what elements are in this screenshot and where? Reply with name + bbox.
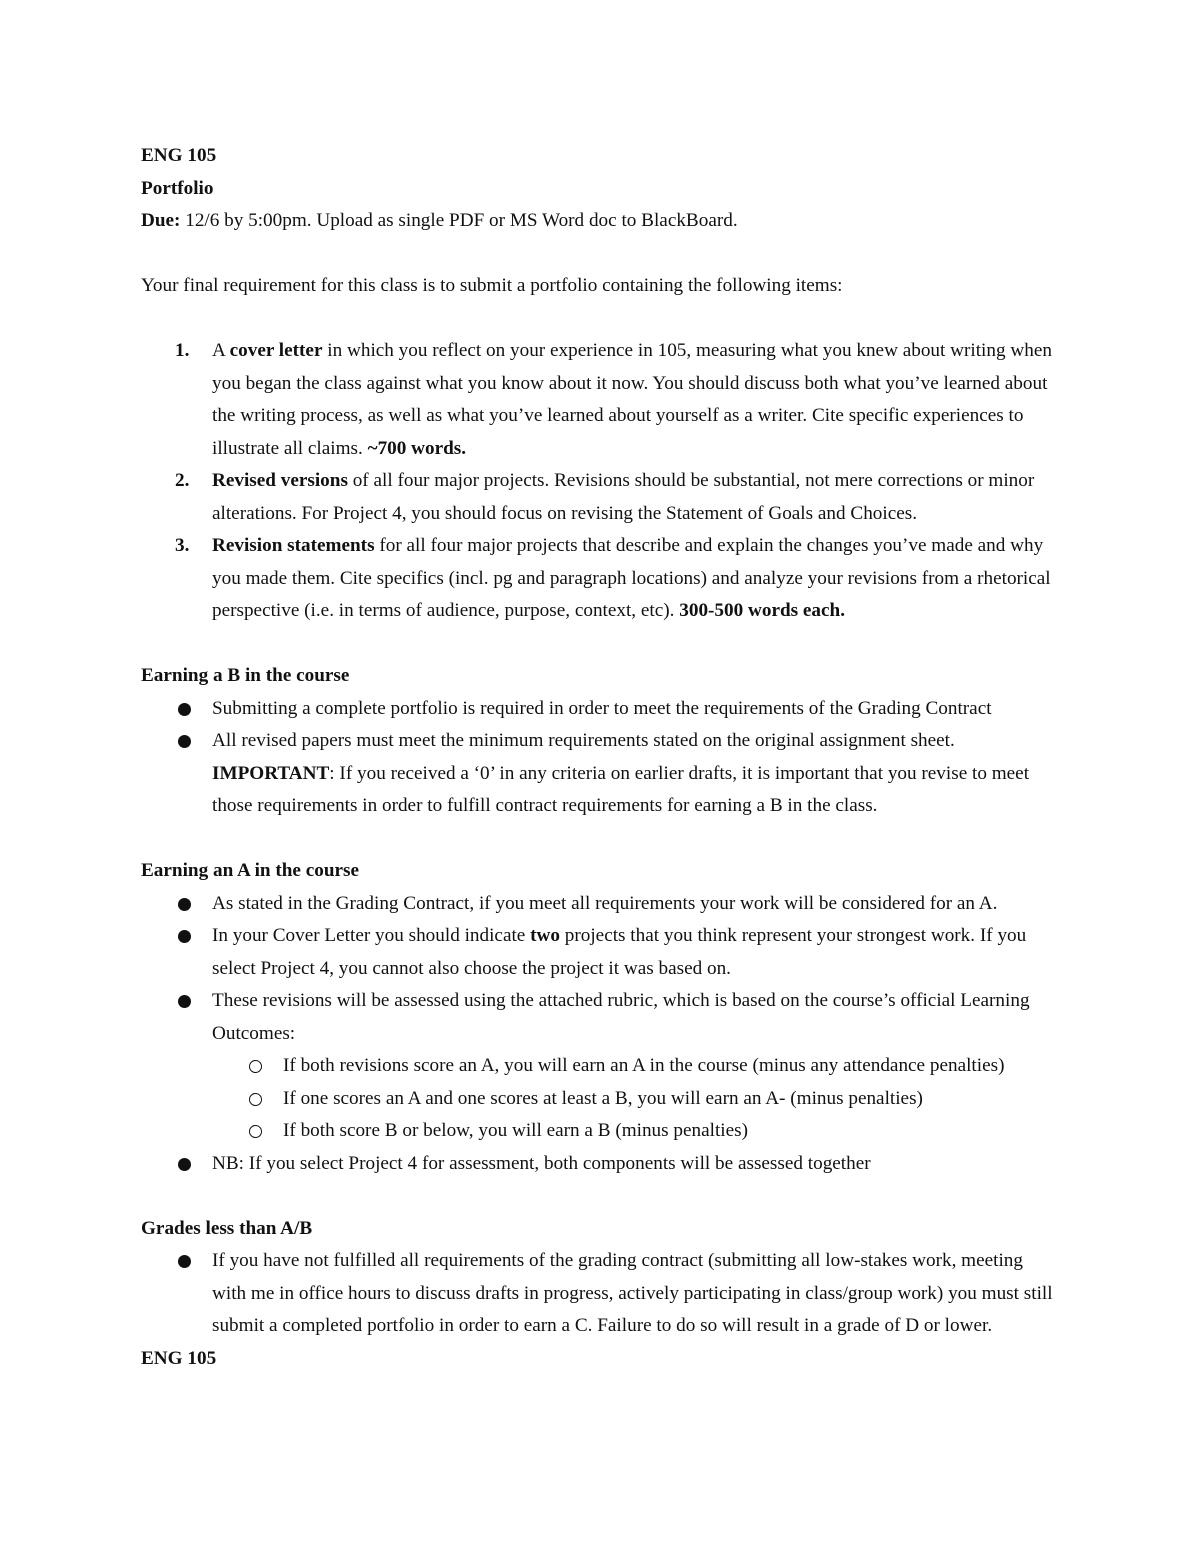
circle-bullet-icon <box>249 1093 262 1106</box>
due-text: 12/6 by 5:00pm. Upload as single PDF or MS Word doc to BlackBoard. <box>185 210 738 231</box>
item-number: 2. <box>175 470 190 491</box>
grades-less-list <box>141 1245 1061 1343</box>
footer-course-code: ENG 105 <box>141 1347 217 1369</box>
grade-outcomes-sublist <box>212 1050 1061 1148</box>
document-page <box>141 140 1061 1375</box>
course-code: ENG 105 <box>141 145 217 166</box>
due-label: Due: <box>141 210 181 231</box>
sub-list-item: If both revisions score an A, you will earn an A in the course (minus any attendance penalties) <box>212 1050 1061 1083</box>
earning-a-list <box>141 888 1061 1181</box>
list-item: Submitting a complete portfolio is required in order to meet the requirements of the Grading Contract <box>141 693 1061 726</box>
list-item: As stated in the Grading Contract, if you meet all requirements your work will be considered for an A. <box>141 888 1061 921</box>
sub-list-item: If one scores an A and one scores at least a B, you will earn an A- (minus penalties) <box>212 1083 1061 1116</box>
list-item-revision-statements: 3. Revision statements for all four major projects that describe and explain the changes you’ve made and why you made them. Cite specifics (incl. pg and paragraph locations) and analyze your revisions from a rhetorical perspective (i.e. in terms of audience, purpose, context, etc). 300-500 words each. <box>141 530 1061 628</box>
due-line <box>141 205 1061 238</box>
sub-list-item: If both score B or below, you will earn a B (minus penalties) <box>212 1115 1061 1148</box>
document-title: Portfolio <box>141 177 214 199</box>
circle-bullet-icon <box>249 1125 262 1138</box>
list-item: All revised papers must meet the minimum requirements stated on the original assignment sheet. IMPORTANT: If you received a ‘0’ in any criteria on earlier drafts, it is important that you revise to meet those requirements in order to fulfill contract requirements for earning a B in the class. <box>141 725 1061 823</box>
bullet-icon <box>178 1158 191 1171</box>
list-item-revised-versions: 2. Revised versions of all four major projects. Revisions should be substantial, not mere corrections or minor alterations. For Project 4, you should focus on revising the Statement of Goals and Choices. <box>141 465 1061 530</box>
list-item: NB: If you select Project 4 for assessment, both components will be assessed together <box>141 1148 1061 1181</box>
section-heading-earning-a: Earning an A in the course <box>141 860 360 881</box>
bullet-icon <box>178 898 191 911</box>
list-item-cover-letter: 1. A cover letter in which you reflect on your experience in 105, measuring what you knew about writing when you began the class against what you know about it now. You should discuss both what you’ve learned about the writing process, as well as what you’ve learned about yourself as a writer. Cite specific experiences to illustrate all claims. ~700 words. <box>141 335 1061 465</box>
item-number: 1. <box>175 340 190 361</box>
list-item: In your Cover Letter you should indicate two projects that you think represent your strongest work. If you select Project 4, you cannot also choose the project it was based on. <box>141 920 1061 985</box>
circle-bullet-icon <box>249 1060 262 1073</box>
bullet-icon <box>178 930 191 943</box>
bullet-icon <box>178 735 191 748</box>
bullet-icon <box>178 995 191 1008</box>
section-heading-grades-less: Grades less than A/B <box>141 1217 313 1239</box>
requirements-list <box>141 335 1061 628</box>
intro-paragraph: Your final requirement for this class is to submit a portfolio containing the following items: <box>141 275 843 296</box>
bullet-icon <box>178 1255 191 1268</box>
list-item: If you have not fulfilled all requirements of the grading contract (submitting all low-stakes work, meeting with me in office hours to discuss drafts in progress, actively participating in class/group work) you must still submit a completed portfolio in order to earn a C. Failure to do so will result in a grade of D or lower. <box>141 1245 1061 1343</box>
earning-b-list <box>141 693 1061 823</box>
section-heading-earning-b: Earning a B in the course <box>141 665 350 686</box>
bullet-icon <box>178 703 191 716</box>
list-item: These revisions will be assessed using the attached rubric, which is based on the course’s official Learning Outcomes: If both revisions score an A, you will earn an A in the course (minus any attendance penalties) If one scores an A and one scores at least a B, you will earn an A- (minus penalties) If both score B or below, you will earn a B (minus penalties) <box>141 985 1061 1148</box>
item-number: 3. <box>175 535 190 556</box>
